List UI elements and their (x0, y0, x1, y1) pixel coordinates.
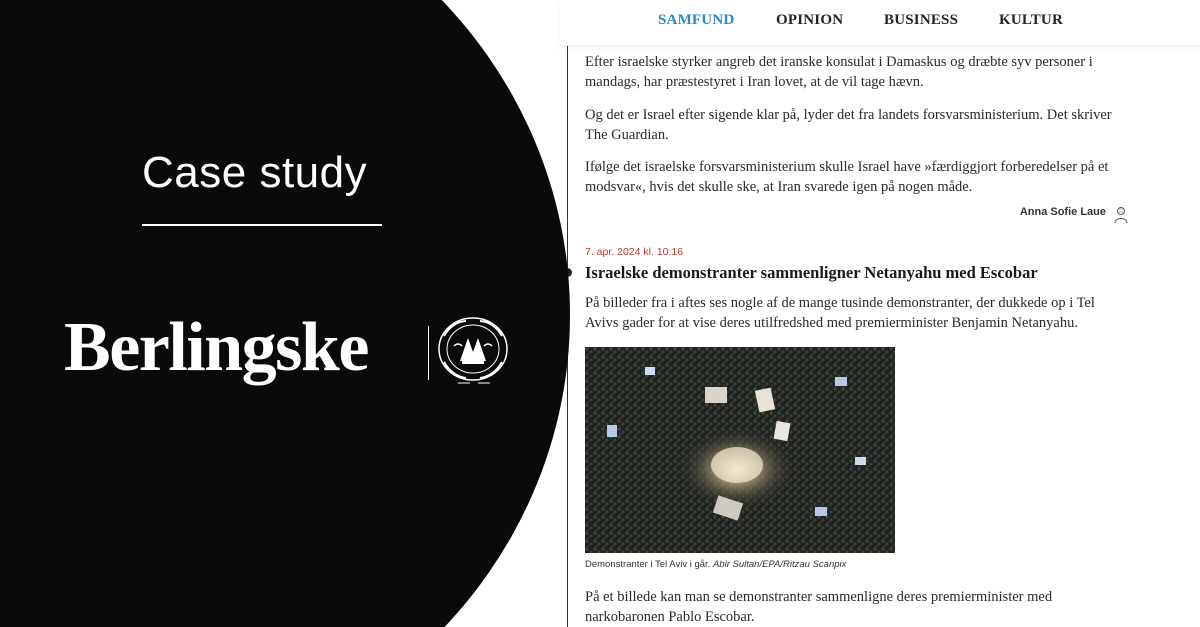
berlingske-logo-wordmark: Berlingske (64, 309, 368, 386)
post-headline[interactable]: Israelske demonstranter sammenligner Netanyahu med Escobar (585, 263, 1038, 282)
author-avatar-icon (1113, 206, 1129, 224)
article-paragraph-1: Efter israelske styrker angreb det iranske konsulat i Damaskus og dræbte syv personer i mandags, har præstestyret i Iran lovet, at de vil tage hævn. (585, 54, 1093, 90)
caption-text: Demonstranter i Tel Aviv i går. (585, 559, 711, 570)
author-name[interactable]: Anna Sofie Laue (1019, 206, 1106, 218)
nav-item-opinion[interactable]: OPINION (776, 12, 844, 28)
nav-item-samfund[interactable]: SAMFUND (658, 12, 735, 28)
photo-caption (585, 559, 846, 570)
berlingske-seal-icon (436, 316, 510, 386)
case-study-title: Case study (142, 148, 368, 197)
title-underline (142, 224, 382, 226)
top-navigation (560, 0, 1200, 46)
nav-item-kultur[interactable]: KULTUR (999, 12, 1063, 28)
post-lead-paragraph: På billeder fra i aftes ses nogle af de mange tusinde demonstranter, der dukkede op i Tel Avivs gader for at vise deres utilfredshed med premierminister Benjamin Netanyahu. (585, 295, 1095, 331)
post-timestamp: 7. apr. 2024 kl. 10:16 (585, 246, 684, 258)
article-photo[interactable] (585, 347, 895, 553)
caption-credit: Abir Sultan/EPA/Ritzau Scanpix (712, 559, 847, 570)
article-paragraph-3: Ifølge det israelske forsvarsministerium skulle Israel have »færdiggjort forberedelser på et modsvar«, hvis det skulle ske, at Iran svarede igen på nogen måde. (585, 159, 1109, 195)
article-paragraph-2: Og det er Israel efter sigende klar på, lyder det fra landets forsvarsministerium. Det skriver The Guardian. (585, 107, 1112, 143)
crowd-photo-image (585, 347, 895, 553)
nav-item-business[interactable]: BUSINESS (884, 12, 959, 28)
logo-divider (428, 326, 429, 380)
article-paragraph-4: På et billede kan man se demonstranter sammenligne deres premierminister med narkobaronen Pablo Escobar. (585, 589, 1053, 625)
